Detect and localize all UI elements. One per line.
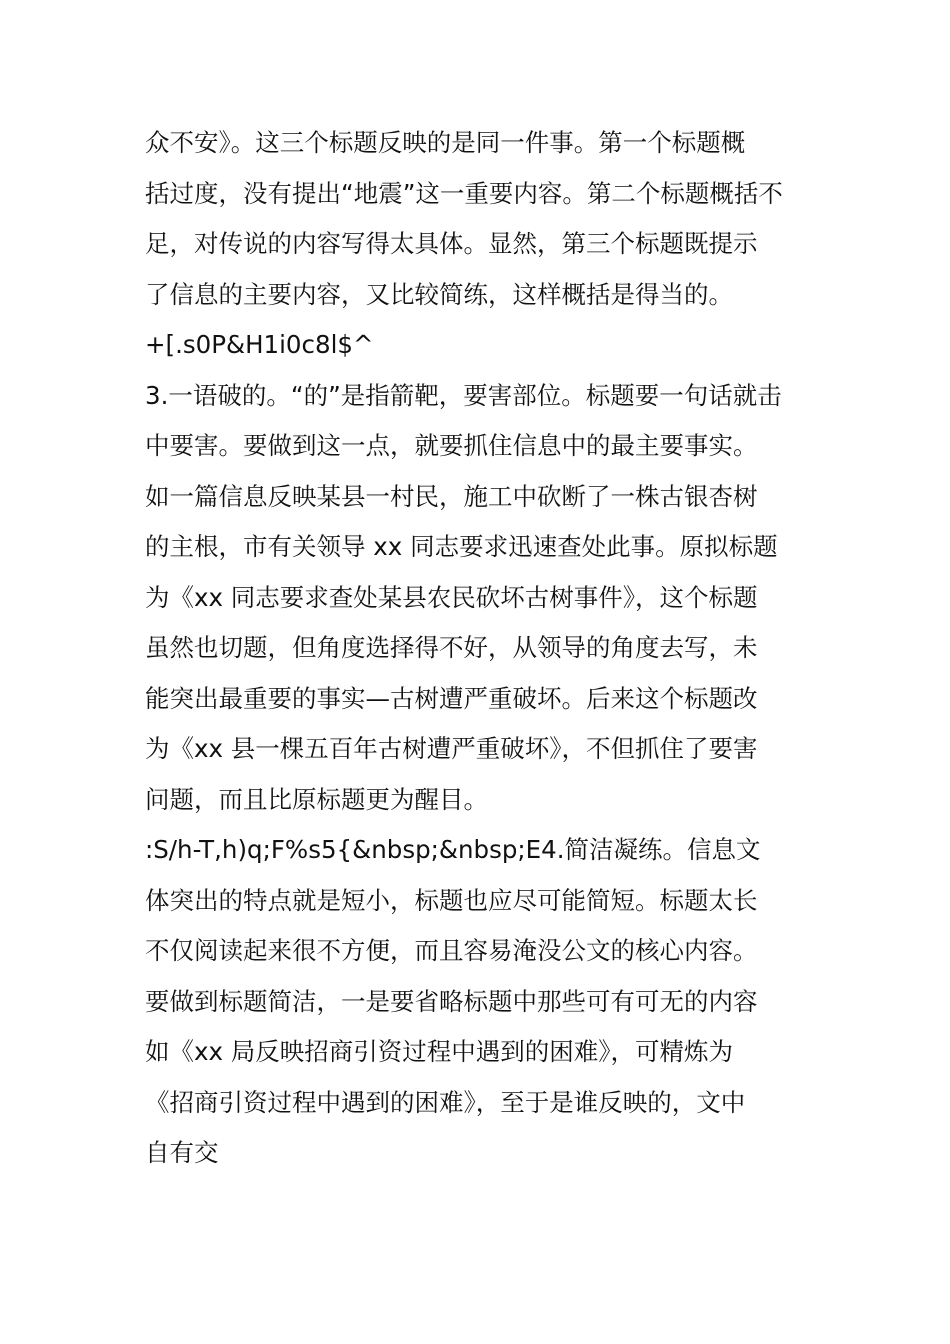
text-line: 不仅阅读起来很不方便，而且容易淹没公文的核心内容。: [145, 936, 758, 965]
text-line: 能突出最重要的事实—古树遭严重破坏。后来这个标题改: [145, 683, 758, 713]
text-line: 体突出的特点就是短小，标题也应尽可能简短。标题太长: [145, 885, 758, 915]
section-heading-line: :S/h-T,h)q;F%s5{&nbsp;&nbsp;E4.简洁凝练。信息文: [145, 835, 761, 864]
text-line: 的主根，市有关领导 xx 同志要求迅速查处此事。原拟标题: [145, 532, 778, 561]
text-line: 如《xx 局反映招商引资过程中遇到的困难》，可精炼为: [145, 1037, 734, 1066]
section-heading-line: 3.一语破的。“的”是指箭靶，要害部位。标题要一句话就击: [145, 380, 782, 410]
text-line: 如一篇信息反映某县一村民，施工中砍断了一株古银杏树: [145, 481, 758, 511]
text-line: 要做到标题简洁，一是要省略标题中那些可有可无的内容: [145, 986, 758, 1016]
garbled-text-line: +[.s0P&H1i0c8l$^: [145, 330, 374, 359]
text-line: 括过度，没有提出“地震”这一重要内容。第二个标题概括不: [145, 178, 783, 208]
text-line: 自有交: [145, 1138, 219, 1167]
text-line: 为《xx 县一棵五百年古树遭严重破坏》，不但抓住了要害: [145, 734, 758, 763]
document-page: [145, 118, 815, 1179]
text-line: 为《xx 同志要求查处某县农民砍坏古树事件》，这个标题: [145, 582, 758, 612]
text-line: 中要害。要做到这一点，就要抓住信息中的最主要事实。: [145, 431, 758, 460]
text-line: 问题，而且比原标题更为醒目。: [145, 784, 488, 814]
text-line: 众不安》。这三个标题反映的是同一件事。第一个标题概: [145, 128, 746, 157]
text-line: 足，对传说的内容写得太具体。显然，第三个标题既提示: [145, 229, 758, 258]
text-line: 《招商引资过程中遇到的困难》，至于是谁反映的，文中: [145, 1087, 746, 1117]
text-line: 虽然也切题，但角度选择得不好，从领导的角度去写，未: [145, 633, 758, 662]
text-line: 了信息的主要内容，又比较简练，这样概括是得当的。: [145, 279, 733, 309]
